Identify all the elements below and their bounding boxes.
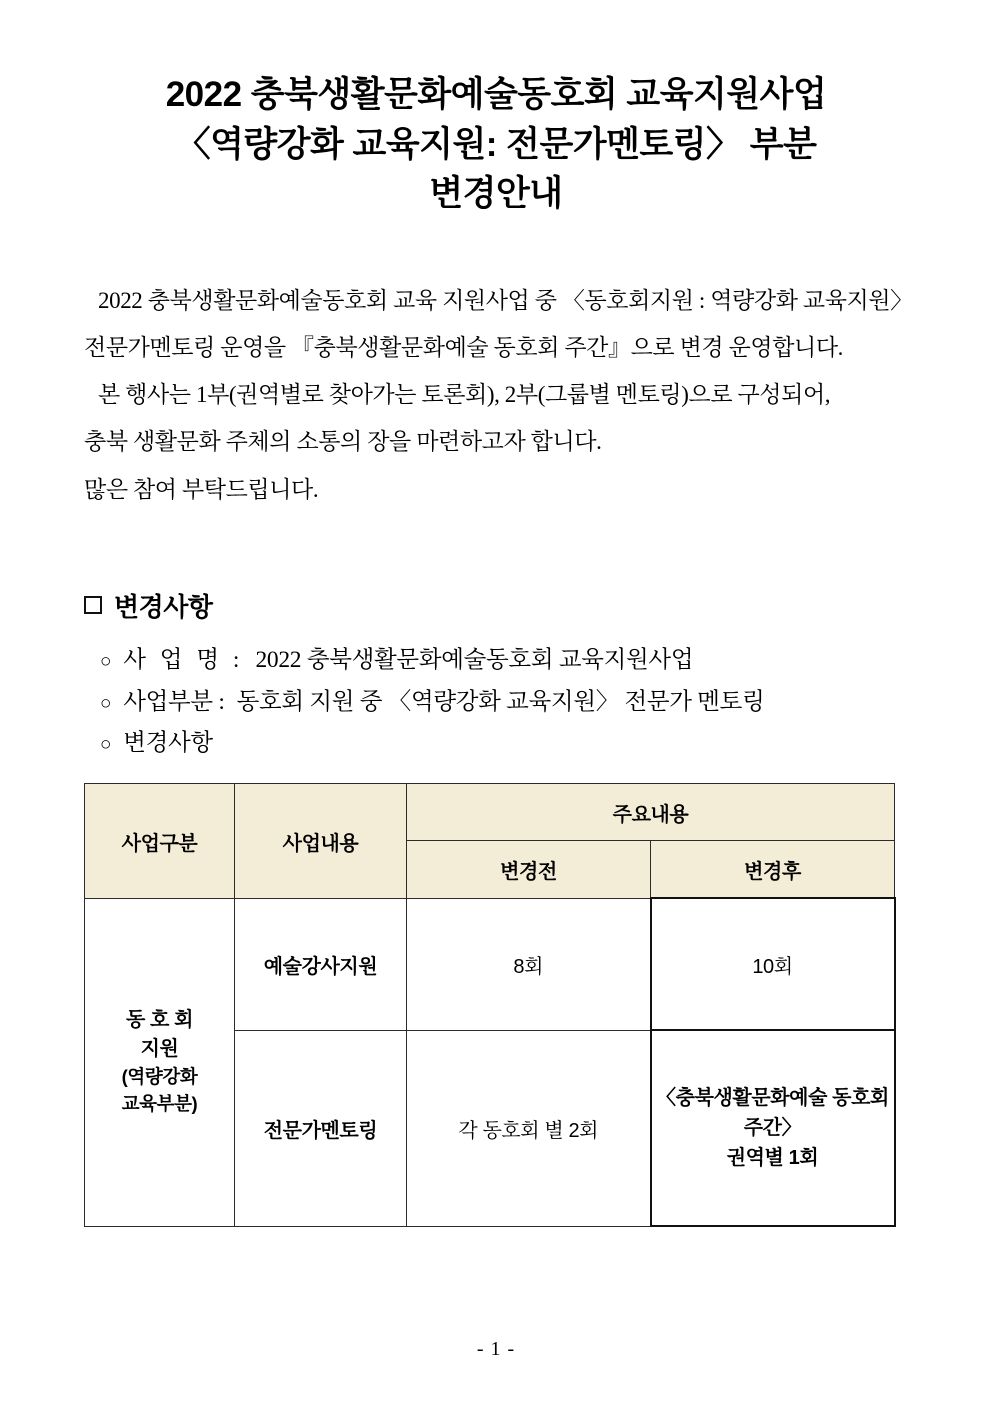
cell-item-2: 전문가멘토링 — [235, 1030, 407, 1226]
cell-group-label — [85, 898, 235, 1226]
section-heading-label: 변경사항 — [114, 591, 213, 622]
page-number: - 1 - — [476, 1338, 516, 1360]
intro-line-3: 본 행사는 1부(권역별로 찾아가는 토론회), 2부(그룹별 멘토링)으로 구성되어, — [98, 382, 831, 408]
bullet-label: 변경사항 — [123, 730, 213, 757]
cell-after-2-line-1: 〈충북생활문화예술 동호회주간〉 — [656, 1087, 889, 1140]
cell-item-1: 예술강사지원 — [235, 898, 407, 1030]
circle-bullet-icon: ○ — [100, 650, 112, 672]
bullet-label: 사 업 명 : — [123, 646, 244, 673]
title-line-1: 2022 충북생활문화예술동호회 교육지원사업 — [165, 75, 827, 114]
group-label-line-2: 지원 — [140, 1038, 179, 1061]
square-bullet-icon — [84, 596, 102, 614]
table-row — [85, 784, 895, 841]
cell-after-2-line-2: 권역별 1회 — [726, 1147, 819, 1170]
circle-bullet-icon: ○ — [100, 692, 112, 714]
header-after: 변경후 — [651, 841, 895, 899]
title-line-3: 변경안내 — [429, 174, 563, 214]
header-business-type: 사업구분 — [85, 784, 235, 899]
cell-before-1: 8회 — [407, 898, 651, 1030]
group-label-line-3: (역량강화 — [121, 1066, 198, 1088]
list-item — [100, 640, 908, 682]
list-item — [100, 682, 908, 724]
header-main-content: 주요내용 — [407, 784, 895, 841]
table-header — [85, 784, 895, 899]
section-heading — [84, 587, 908, 624]
intro-paragraph — [84, 277, 913, 513]
cell-after-2 — [651, 1030, 895, 1226]
page-title — [84, 70, 908, 219]
bullet-value: 동호회 지원 중 〈역량강화 교육지원〉 전문가 멘토링 — [236, 688, 765, 715]
intro-line-2: 전문가멘토링 운영을 『충북생활문화예술 동호회 주간』으로 변경 운영합니다. — [84, 335, 844, 361]
table-body — [85, 898, 895, 1226]
list-item — [100, 723, 908, 765]
title-line-2: 〈역량강화 교육지원: 전문가멘토링〉 부분 — [175, 124, 817, 164]
header-before: 변경전 — [407, 841, 651, 899]
intro-line-5: 많은 참여 부탁드립니다. — [84, 476, 319, 502]
intro-line-1: 2022 충북생활문화예술동호회 교육 지원사업 중 〈동호회지원 : 역량강화 교육지원〉 — [98, 288, 913, 314]
cell-after-1: 10회 — [651, 898, 895, 1030]
bullet-list — [84, 640, 908, 765]
intro-line-4: 충북 생활문화 주체의 소통의 장을 마련하고자 합니다. — [84, 429, 602, 455]
changes-table — [84, 783, 896, 1227]
bullet-value: 2022 충북생활문화예술동호회 교육지원사업 — [255, 646, 694, 673]
header-business-content: 사업내용 — [235, 784, 407, 899]
cell-before-2: 각 동호회 별 2회 — [407, 1030, 651, 1226]
group-label-line-1: 동 호 회 — [125, 1009, 194, 1032]
circle-bullet-icon: ○ — [100, 734, 112, 756]
group-label-line-4: 교육부분) — [121, 1093, 198, 1115]
table-row — [85, 898, 895, 1030]
bullet-label: 사업부분 : — [123, 688, 225, 715]
